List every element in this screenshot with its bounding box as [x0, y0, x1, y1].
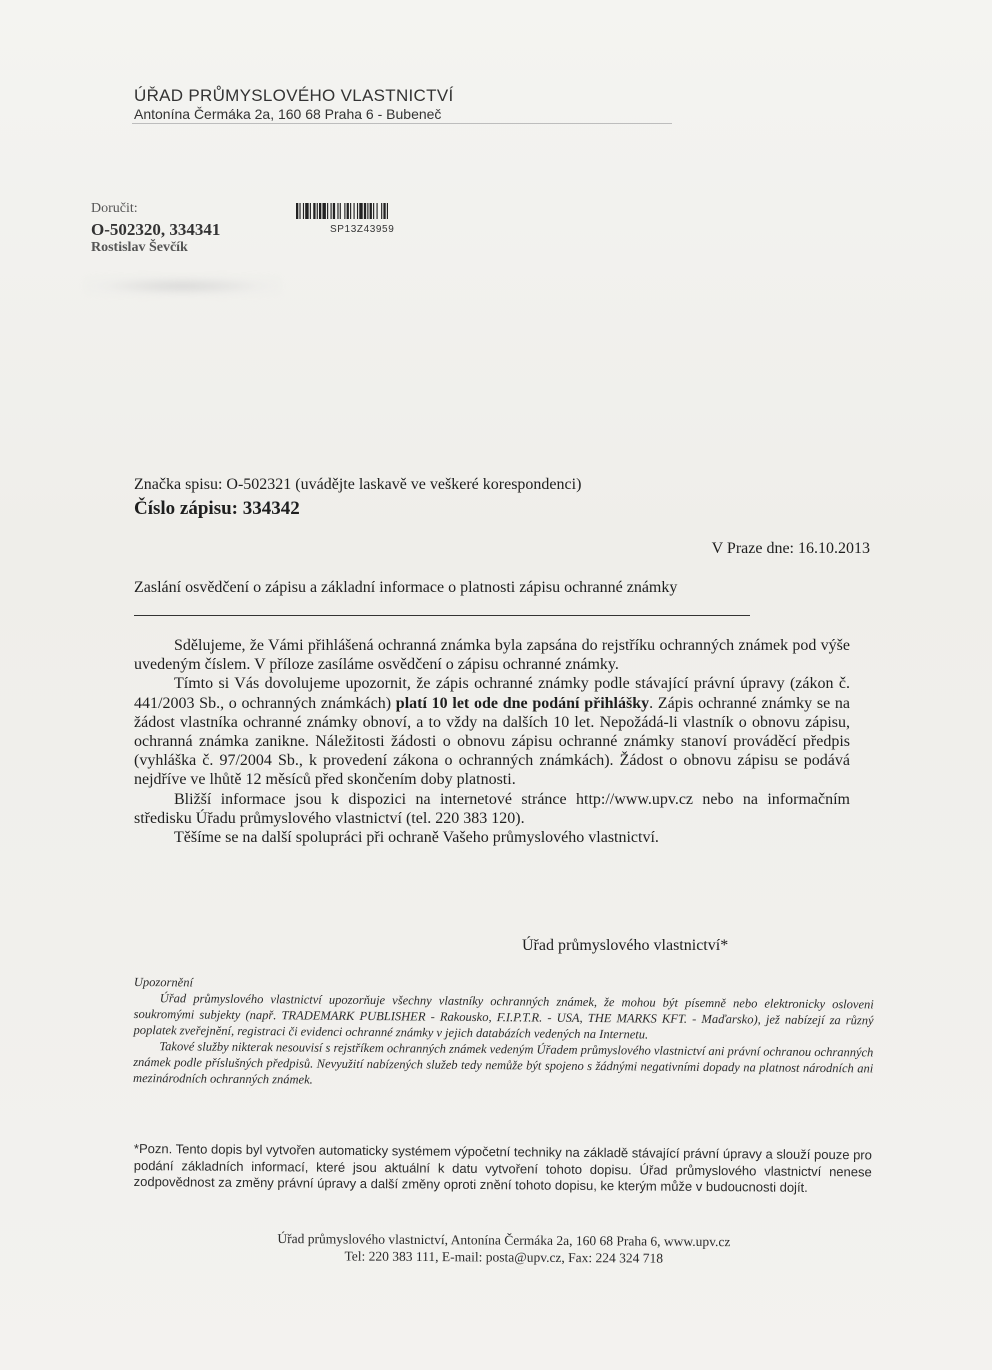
- notice-paragraph-2: Takové služby nikterak nesouvisí s rejstříkem ochranných známek vedeným Úřadem průmyslového vlastnictví ani právní ochranou ochranných známek podle příslušných předpisů. Nevyužití nabízených služeb tedy nemůže být spojeno s žádnými negativními dopady na platnost národních ani mezinárodních ochranných známek.: [133, 1039, 874, 1087]
- body-paragraph-2-text-a: Tímto si Vás dovolujeme upozornit, že zápis ochranné známky podle stávající právní úpravy (zákon č. 441/2003 Sb., o ochranných známkách): [134, 675, 850, 712]
- subject-underline: [134, 615, 750, 616]
- letter-date: V Praze dne: 16.10.2013: [711, 540, 870, 557]
- notice-box: [133, 974, 874, 1092]
- validity-highlight: platí 10 let ode dne podání přihlášky: [395, 694, 650, 712]
- office-address: Antonína Čermáka 2a, 160 68 Praha 6 - Bubeneč: [134, 106, 442, 122]
- header-divider: [132, 123, 672, 124]
- notice-paragraph-1: Úřad průmyslového vlastnictví upozorňuje všechny vlastníky ochranných známek, že mohou být písemně nebo elektronicky osloveni soukromými subjekty (např. TRADEMARK PUBLISHER - Rakousko, F.I.P.T.R. - USA, THE MARKS KFT. - Maďarsko), jež nabízejí za různý poplatek zveřejnění, registraci či evidenci ochranné známky v jejich databázích vedených na Internetu.: [133, 991, 874, 1042]
- body-paragraph-2-text-b: . Zápis ochranné známky se na žádost vlastníka ochranné známky obnoví, a to vždy na dalších 10 let. Nepožádá-li vlastník o obnovu zápisu, ochranná známka zanikne. Náležitosti žádosti o obnovu zápisu ochranné známky stanoví prováděcí předpis (vyhláška č. 97/2004 Sb., k provedení zákona o ochranných známkách). Žádost o obnovu zápisu se podává nejdříve ve lhůtě 12 měsíců před skončením doby platnosti.: [134, 694, 850, 789]
- body-paragraph-4: Těšíme se na další spolupráci při ochraně Vašeho průmyslového vlastnictví.: [174, 829, 659, 847]
- letter-subject: Zaslání osvědčení o zápisu a základní informace o platnosti zápisu ochranné známky: [134, 579, 678, 596]
- office-name: ÚŘAD PRŮMYSLOVÉHO VLASTNICTVÍ: [134, 86, 454, 105]
- body-paragraph-3: Bližší informace jsou k dispozici na internetové stránce http://www.upv.cz nebo na informačním středisku Úřadu průmyslového vlastnictví (tel. 220 383 120).: [134, 790, 850, 827]
- footer-address: Úřad průmyslového vlastnictví, Antonína Čermáka 2a, 160 68 Praha 6, www.upv.cz: [277, 1231, 731, 1250]
- delivery-label: Doručit:: [91, 201, 138, 216]
- letter-body: [134, 636, 850, 847]
- barcode-text: SP13Z43959: [330, 224, 395, 235]
- redacted-address: [85, 276, 280, 296]
- registration-number: Číslo zápisu: 334342: [134, 498, 300, 519]
- notice-heading: Upozornění: [133, 974, 194, 990]
- barcode-image: [296, 203, 430, 219]
- file-reference: Značka spisu: O-502321 (uvádějte laskavě ve veškeré korespondenci): [134, 476, 582, 493]
- recipient-name: Rostislav Ševčík: [91, 240, 188, 255]
- delivery-numbers: O-502320, 334341: [91, 220, 221, 239]
- page-footer: [134, 1229, 874, 1268]
- footnote: *Pozn. Tento dopis byl vytvořen automaticky systémem výpočetní techniky na základě stávající právní úpravy a slouží pouze pro podání základních informací, které jsou aktuální k datu vytvoření tohoto dopisu. Úřad průmyslového vlastnictví nenese zodpovědnost za změny právní úpravy a další změny oproti znění tohoto dopisu, ke kterým může v budoucnosti dojít.: [133, 1141, 872, 1195]
- signature-line: Úřad průmyslového vlastnictví*: [522, 937, 729, 954]
- footer-contacts: Tel: 220 383 111, E-mail: posta@upv.cz, Fax: 224 324 718: [344, 1248, 664, 1266]
- body-paragraph-2: [134, 674, 850, 789]
- body-paragraph-1: Sdělujeme, že Vámi přihlášená ochranná známka byla zapsána do rejstříku ochranných známek pod výše uvedeným číslem. V příloze zasíláme osvědčení o zápisu ochranné známky.: [134, 637, 850, 674]
